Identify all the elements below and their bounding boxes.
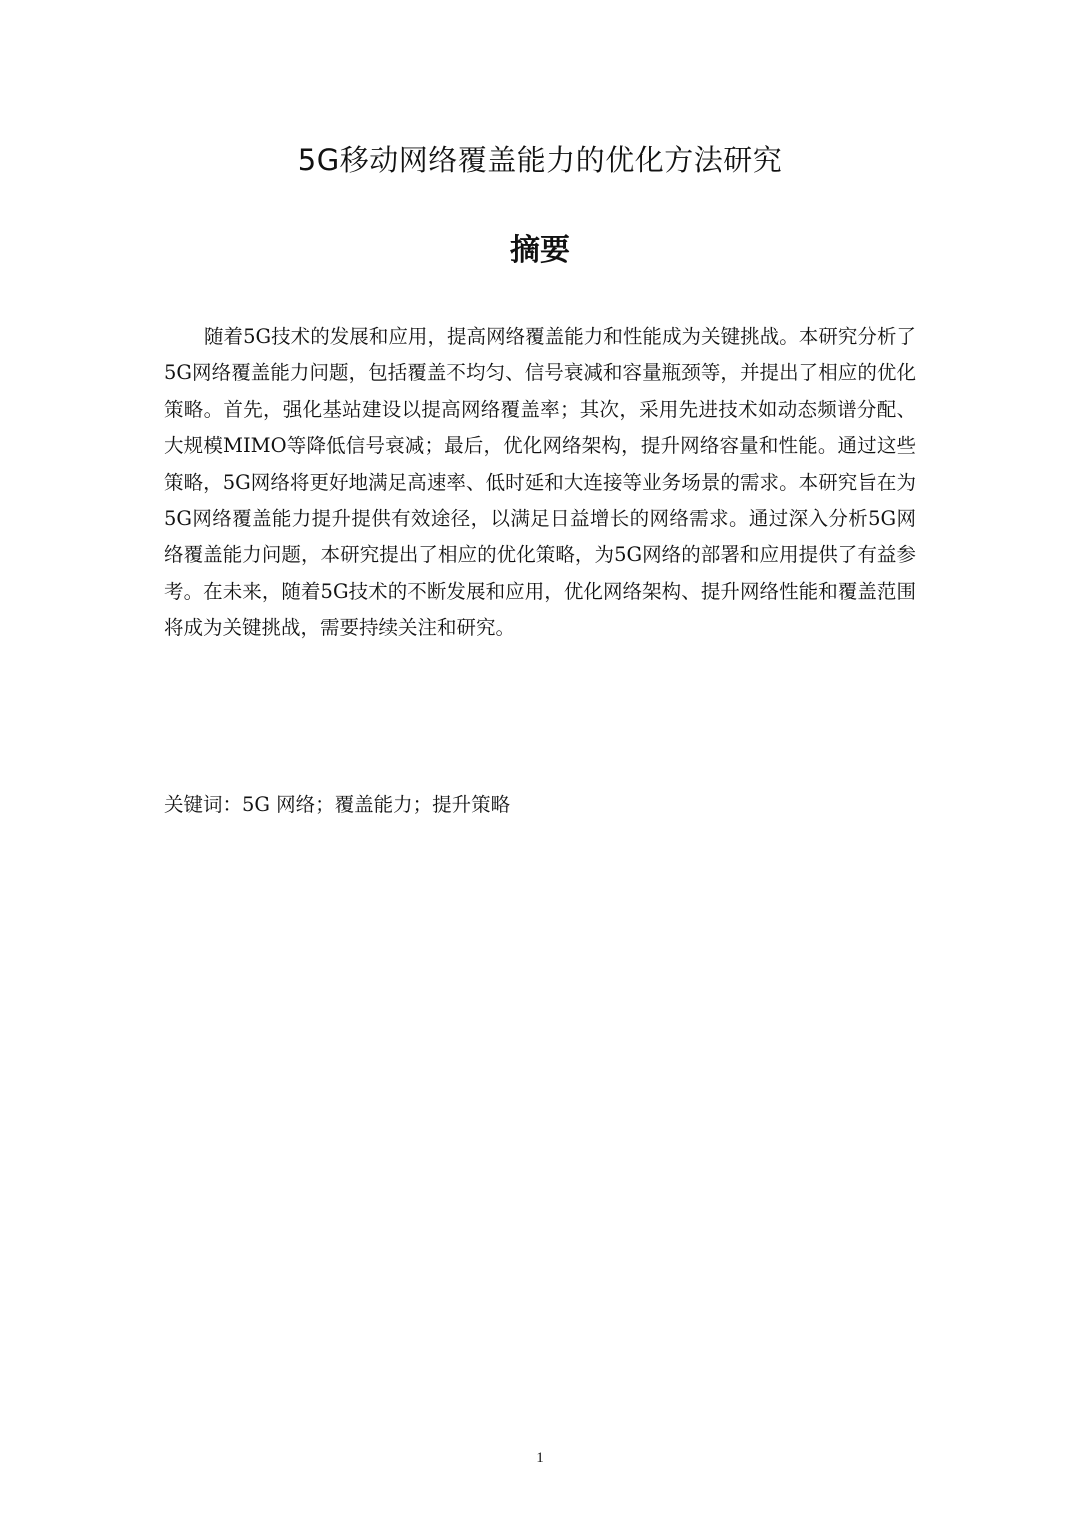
keywords-line: 关键词：5G 网络；覆盖能力；提升策略 — [164, 793, 511, 816]
abstract-paragraph: 随着5G技术的发展和应用，提高网络覆盖能力和性能成为关键挑战。本研究分析了5G网络覆盖能力问题，包括覆盖不均匀、信号衰减和容量瓶颈等，并提出了相应的优化策略。首先，强化基站建设以提高网络覆盖率；其次，采用先进技术如动态频谱分配、大规模MIMO等降低信号衰减；最后，优化网络架构，提升网络容量和性能。通过这些策略，5G网络将更好地满足高速率、低时延和大连接等业务场景的需求。本研究旨在为5G网络覆盖能力提升提供有效途径，以满足日益增长的网络需求。通过深入分析5G网络覆盖能力问题，本研究提出了相应的优化策略，为5G网络的部署和应用提供了有益参考。在未来，随着5G技术的不断发展和应用，优化网络架构、提升网络性能和覆盖范围将成为关键挑战，需要持续关注和研究。 — [164, 325, 916, 640]
abstract-heading: 摘要 — [510, 233, 570, 268]
document-title: 5G移动网络覆盖能力的优化方法研究 — [297, 143, 783, 177]
page-number: 1 — [536, 1450, 544, 1466]
